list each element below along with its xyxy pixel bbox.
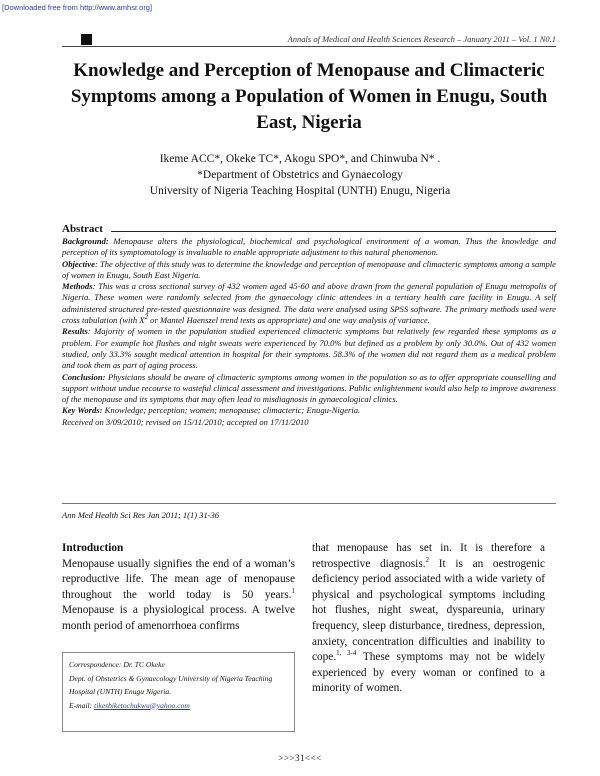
- page-number: >>>31<<<: [278, 753, 322, 763]
- correspondence-hospital: Hospital (UNTH) Enugu Nigeria.: [69, 687, 172, 696]
- abstract-keywords: Key Words: Knowledge; perception; women; menopause; climacteric; Enugu-Nigeria.: [62, 405, 361, 416]
- abstract-body: [62, 236, 556, 428]
- conclusion-label: Conclusion:: [62, 371, 106, 382]
- author-names: Ikeme ACC*, Okeke TC*, Akogu SPO*, and Chinwuba N* .: [159, 153, 441, 165]
- header-rule: [62, 46, 556, 47]
- running-head: Annals of Medical and Health Sciences Research – January 2011 – Vol. 1 N0.1: [287, 34, 556, 44]
- correspondence-dept: Dept. of Obstetrics & Gynaecology University of Nigeria Teaching: [69, 673, 273, 683]
- author-department: *Department of Obstetrics and Gynaecology: [197, 169, 403, 181]
- introduction-heading: Introduction: [62, 542, 124, 554]
- methods-label: Methods: [62, 281, 93, 292]
- abstract-objective: Objective: The objective of this study was to determine the knowledge and perception of menopause and climacteric symptoms among a sample of women in Enugu, South East Nigeria.: [62, 258, 556, 280]
- abstract-results: Results: Majority of women in the population studied experienced climacteric symptoms but relatively few regarded these symptoms as a problem. For example hot flushes and night sweats were experienced by 70.0% but defined as a problem by only 30.0%. Out of 432 women studied, only 33.3% sought medical attention in hospital for their symptoms. 58.3% of the women did not regard them as a medical problem and took them as part of aging process.: [62, 326, 556, 371]
- body-column-left: [62, 541, 295, 635]
- author-institution: University of Nigeria Teaching Hospital (UNTH) Enugu, Nigeria: [149, 185, 451, 197]
- abstract-conclusion: Conclusion: Physicians should be aware of climacteric symptoms among women in the population so as to offer appropriate counselling and support without undue recourse to wasteful clinical assessment and investigations. Public enlightenment would also help to improve awareness of the menopause and its symptoms that may often lead to misdiagnosis in gynaecological clinics.: [62, 371, 556, 405]
- correspondence-box: [62, 652, 295, 732]
- correspondence-label: Correspondence: Dr. TC Okeke: [69, 660, 165, 669]
- citation: Ann Med Health Sci Res Jan 2011; 1(1) 31-36: [62, 510, 220, 520]
- intro-paragraph-right: that menopause has set in. It is therefore a retrospective diagnosis.$^2$ It is an oestrogenic deficiency period associated with a wide variety of physical and psychological symptoms including hot flushes, night sweat, dyspareunia, urinary frequency, sleep disturbance, tiredness, depression, anxiety, concentration difficulties and inability to cope.$^{1, 3-4}$ These symptoms may not be widely experienced by every woman or confined to a minority of women.: [312, 542, 546, 695]
- intro-paragraph-left: Menopause usually signifies the end of a woman’s reproductive life. The mean age of menopause throughout the world today is 50 years.$^1$ Menopause is a physiological process. A twelve month period of amenorrhoea confirms: [62, 557, 295, 632]
- correspondence-email-row: E-mail: tikesbiketochukwu@yahoo.com: [69, 700, 190, 710]
- body-column-right: [312, 541, 545, 697]
- email-link[interactable]: tikesbiketochukwu@yahoo.com: [94, 700, 190, 710]
- abstract-heading: Abstract: [62, 223, 103, 235]
- header-marker: [81, 34, 92, 45]
- abstract-background: Background: Menopause alters the physiological, biochemical and psychological environment of a woman. Thus the knowledge and perception of its symptomatology is invaluable to enable appropriate adjustment to this natural phenomenon.: [62, 236, 556, 258]
- background-label: Background:: [62, 236, 109, 246]
- download-note: [Downloaded free from http://www.amhsr.org]: [2, 3, 153, 12]
- abstract-rule: [62, 503, 556, 504]
- results-label: Results: [62, 326, 88, 337]
- abstract-received: Received on 3/09/2010; revised on 15/11/2010; accepted on 17/11/2010: [62, 416, 309, 427]
- author-block: [0, 151, 600, 199]
- keywords-label: Key Words:: [62, 405, 103, 416]
- objective-label: Objective: [62, 258, 95, 269]
- abstract-underline: [111, 231, 556, 232]
- paper-title: Knowledge and Perception of Menopause and Climacteric Symptoms among a Population of Women in Enugu, South East, Nigeria: [70, 60, 548, 133]
- abstract-methods: Methods: This was a cross sectional survey of 432 women aged 45-60 and above drawn from the general population of Enugu metropolis of Nigeria. These women were randomly selected from the gynaecology clinic attendees in a tertiary health care facility in Enugu. A self administered structured pre-tested questionnaire was designed. The data were analysed using SPSS software. The primary methods used were cross tabulation (with $X^2$ or Mantel Haenszel trend tests as appropriate) and one way analysis of variance.: [62, 281, 556, 326]
